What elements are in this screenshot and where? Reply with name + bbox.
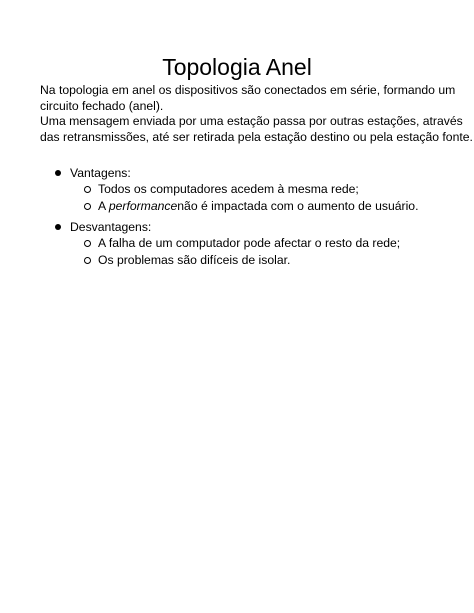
advantage-item: Todos os computadores acedem à mesma rede;: [98, 182, 359, 196]
bullet-circle-icon: [84, 203, 91, 210]
advantage-item: [98, 198, 418, 214]
paragraph-line: Na topologia em anel os dispositivos são conectados em série, formando um: [40, 83, 456, 97]
bullet-circle-icon: [84, 240, 91, 247]
paragraph-line: das retransmissões, até ser retirada pela estação destino ou pela estação fonte.: [40, 130, 473, 144]
disadvantage-item: Os problemas são difíceis de isolar.: [98, 253, 291, 267]
disadvantage-item: A falha de um computador pode afectar o resto da rede;: [98, 236, 401, 250]
bullet-circle-icon: [84, 257, 91, 264]
advantage-item-emphasis: performance: [108, 199, 178, 213]
advantage-item-suffix: não é impactada com o aumento de usuário.: [177, 199, 419, 213]
paragraph-line: Uma mensagem enviada por uma estação passa por outras estações, através: [40, 114, 463, 128]
paragraph-line: circuito fechado (anel).: [40, 99, 164, 113]
page-title: Topologia Anel: [162, 54, 312, 80]
advantage-item-prefix: A: [98, 199, 109, 213]
advantages-heading: Vantagens:: [70, 166, 131, 180]
disadvantages-heading: Desvantagens:: [70, 220, 152, 234]
bullet-disc-icon: [55, 170, 61, 176]
bullet-circle-icon: [84, 186, 91, 193]
bullet-disc-icon: [55, 224, 61, 230]
